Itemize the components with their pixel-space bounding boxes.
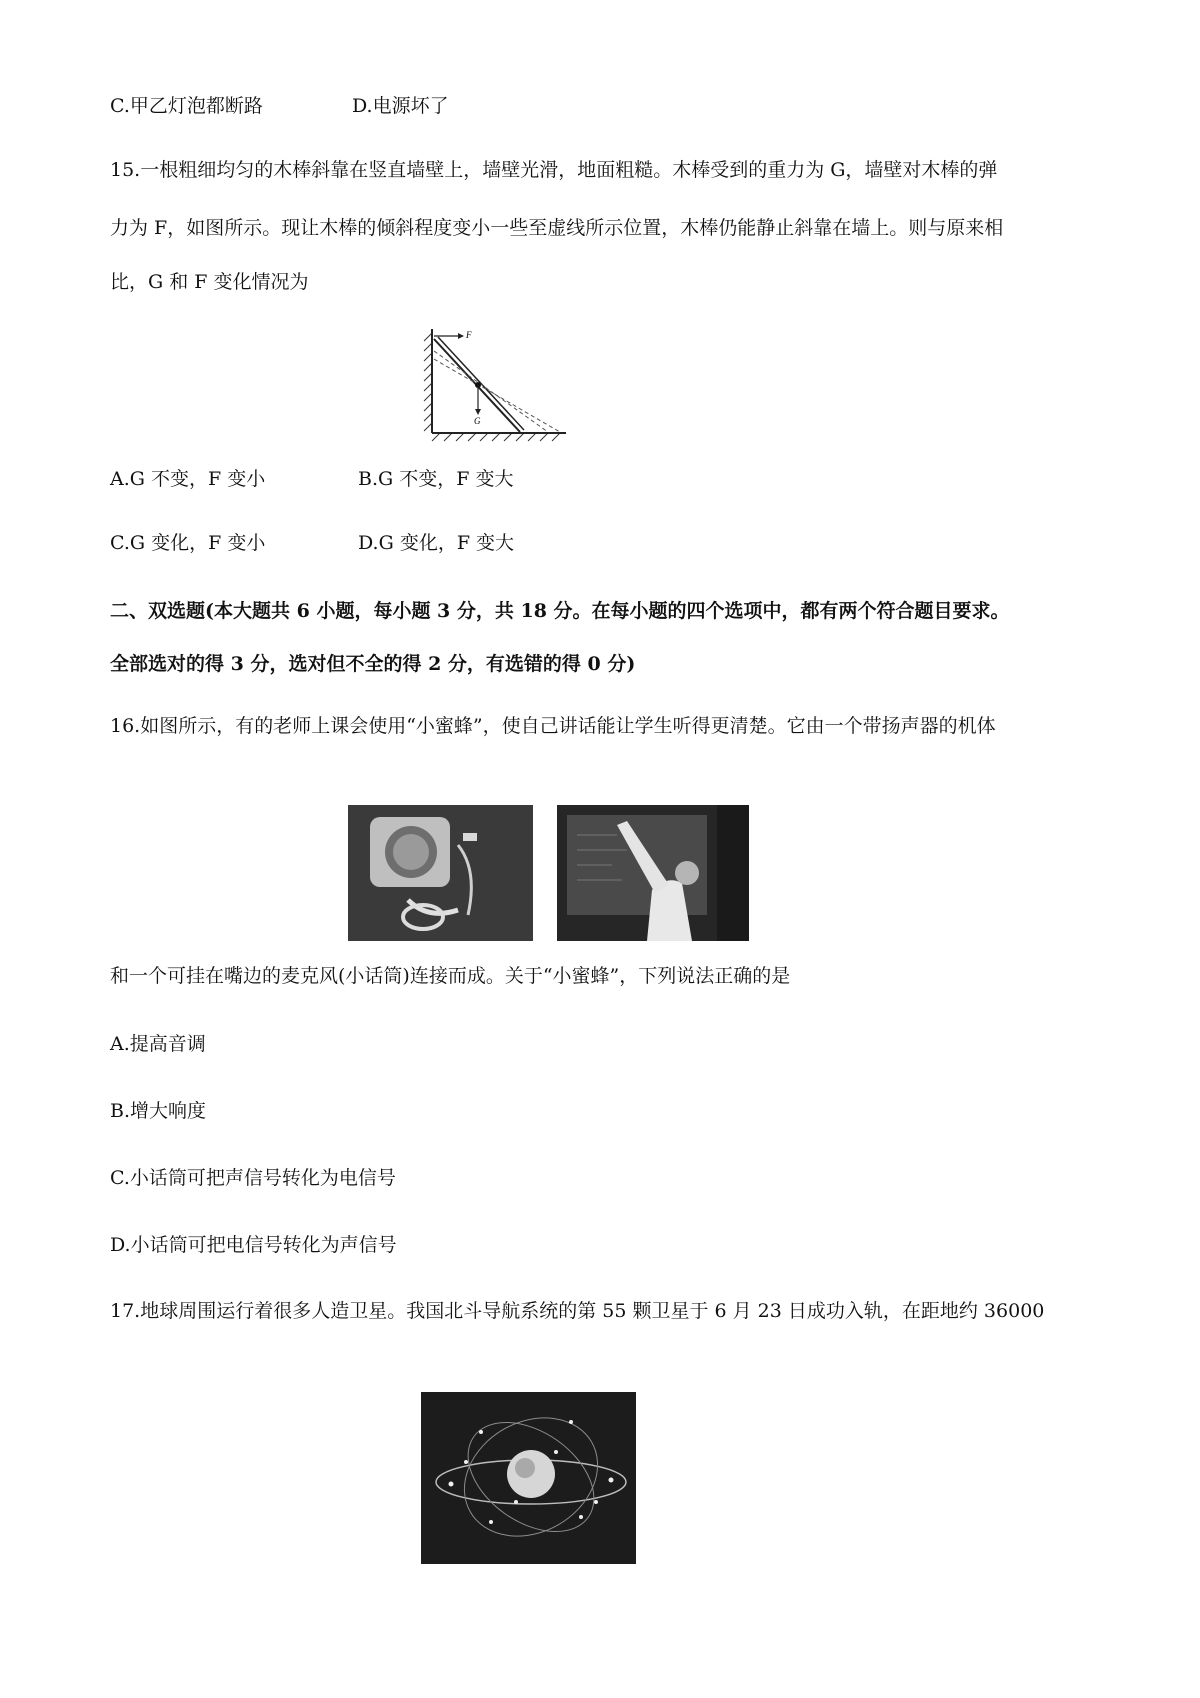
q14-option-d: D.电源坏了 [352,95,449,117]
q15-text-line-2: 力为 F，如图所示。现让木棒的倾斜程度变小一些至虚线所示位置，木棒仍能静止斜靠在墙上。则与原来相 [110,217,1004,239]
q15-text-line-3: 比，G 和 F 变化情况为 [110,271,309,293]
q15-option-a: A.G 不变，F 变小 [110,468,266,490]
q15-text-line-1: 15.一根粗细均匀的木棒斜靠在竖直墙壁上，墙壁光滑，地面粗糙。木棒受到的重力为 G，墙壁对木棒的弹 [110,159,998,181]
q17-text: 17.地球周围运行着很多人造卫星。我国北斗导航系统的第 55 颗卫星于 6 月 23 日成功入轨，在距地约 36000 [110,1300,1045,1322]
section2-heading-line-1: 二、双选题(本大题共 6 小题，每小题 3 分，共 18 分。在每小题的四个选项中，都有两个符合题目要求。 [110,600,1010,622]
q16-teacher-photo [557,805,749,941]
q16-option-a: A.提高音调 [110,1033,206,1055]
q14-option-c: C.甲乙灯泡都断路 [110,95,263,117]
q16-option-b: B.增大响度 [110,1100,207,1122]
q16-speaker-photo [348,805,533,941]
q15-option-c: C.G 变化，F 变小 [110,532,266,554]
section2-heading-line-2: 全部选对的得 3 分，选对但不全的得 2 分，有选错的得 0 分) [110,653,636,675]
q16-option-d: D.小话筒可把电信号转化为声信号 [110,1234,397,1256]
q15-option-b: B.G 不变，F 变大 [358,468,514,490]
q16-text-line-2: 和一个可挂在嘴边的麦克风(小话筒)连接而成。关于“小蜜蜂”，下列说法正确的是 [110,965,791,987]
q15-option-d: D.G 变化，F 变大 [358,532,515,554]
force-f-label: F [466,330,472,340]
q16-option-c: C.小话筒可把声信号转化为电信号 [110,1167,396,1189]
q15-stick-wall-diagram [420,325,570,447]
force-g-label: G [474,416,481,426]
q16-text-line-1: 16.如图所示，有的老师上课会使用“小蜜蜂”，使自己讲话能让学生听得更清楚。它由一个带扬声器的机体 [110,715,996,737]
q17-satellite-orbit-photo [421,1392,636,1564]
